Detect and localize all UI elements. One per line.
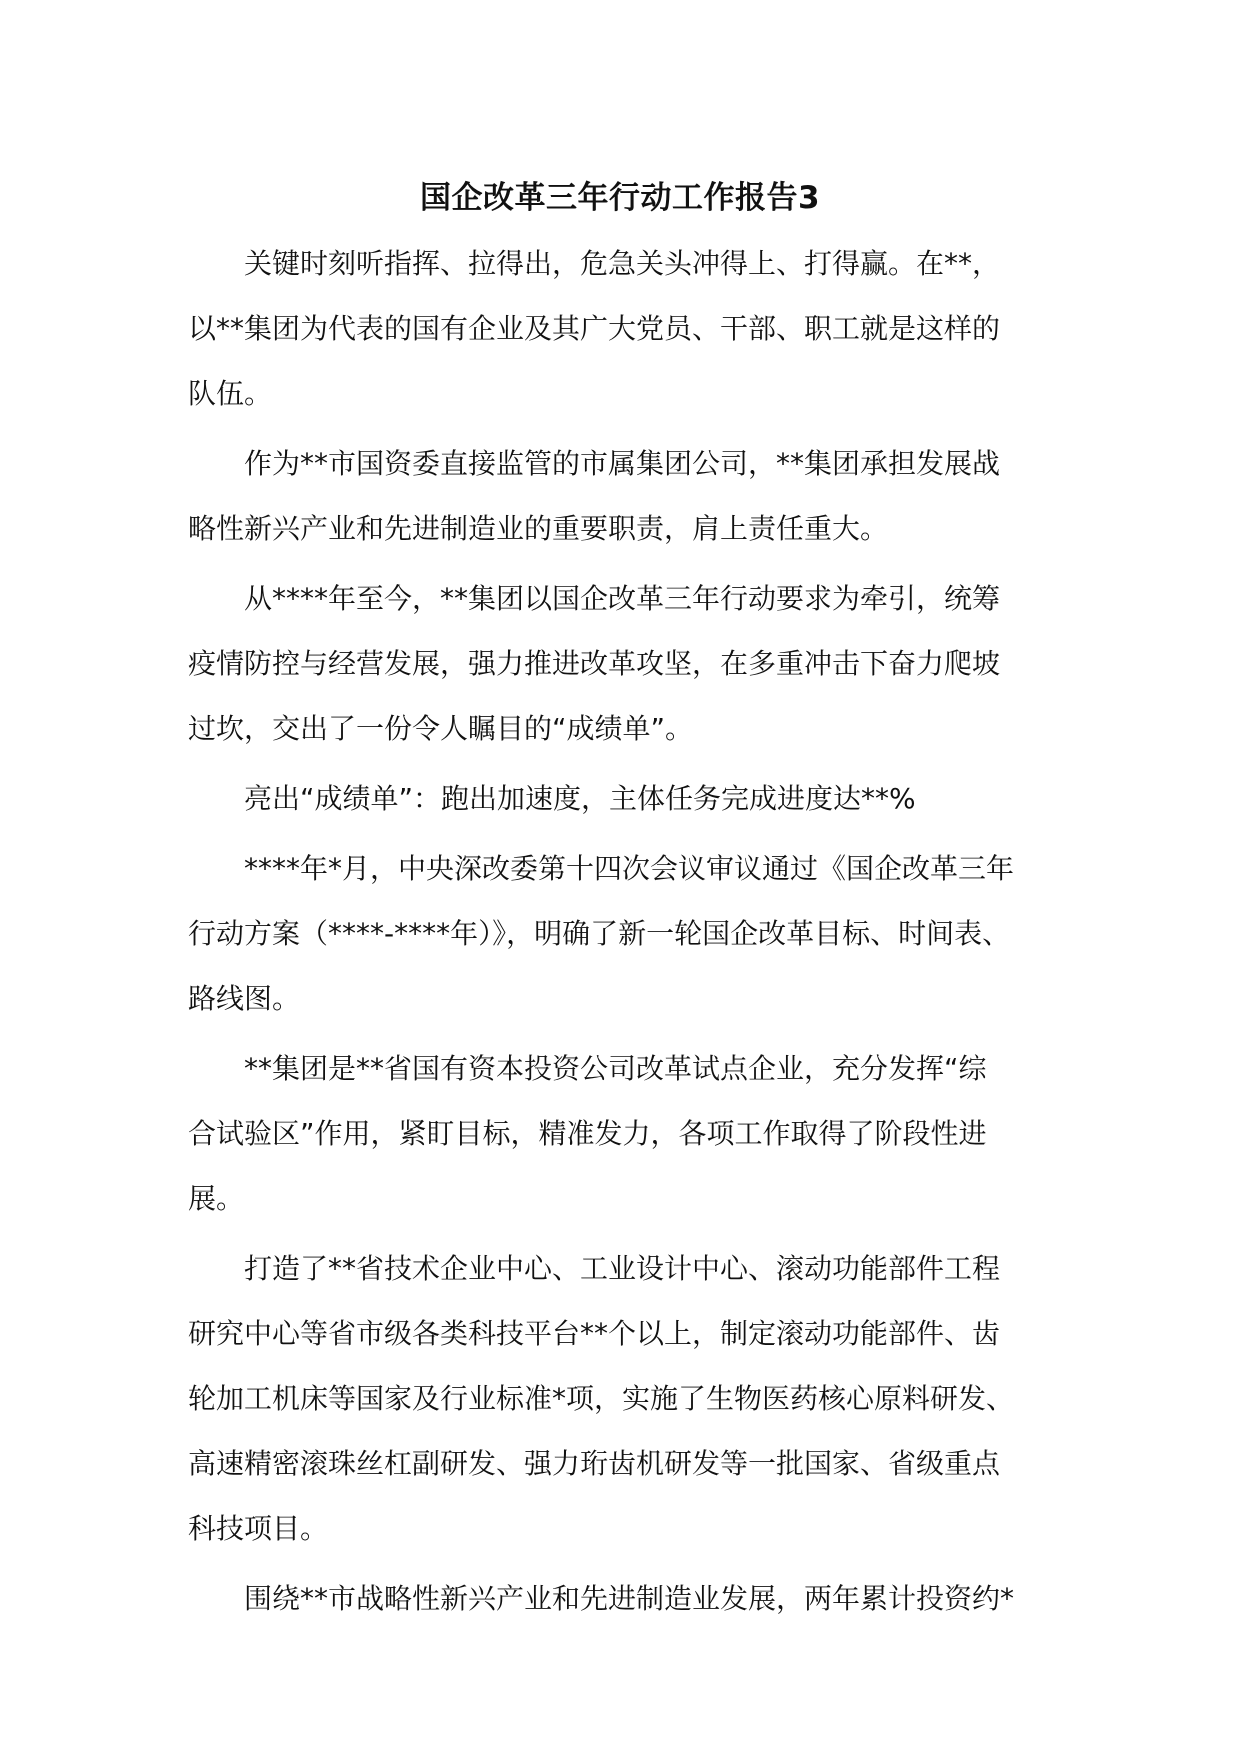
text-line: 行动方案（****-****年）》，明确了新一轮国企改革目标、时间表、 [188,917,1011,950]
document-title: 国企改革三年行动工作报告3 [419,180,821,216]
text-line: 展。 [188,1182,245,1215]
text-line: 作为**市国资委直接监管的市属集团公司，**集团承担发展战 [244,447,1001,480]
text-line: 合试验区”作用，紧盯目标，精准发力，各项工作取得了阶段性进 [188,1117,987,1150]
text-line: 亮出“成绩单”：跑出加速度，主体任务完成进度达**% [244,782,916,815]
text-line: 过坎，交出了一份令人瞩目的“成绩单”。 [188,712,694,745]
paragraph-7 [188,1236,1068,1561]
text-line: 疫情防控与经营发展，强力推进改革攻坚，在多重冲击下奋力爬坡 [188,647,1001,680]
document-body [188,231,1068,1636]
text-line: 高速精密滚珠丝杠副研发、强力珩齿机研发等一批国家、省级重点 [188,1447,1001,1480]
text-line: 轮加工机床等国家及行业标准*项，实施了生物医药核心原料研发、 [188,1382,1015,1415]
text-line: 队伍。 [188,377,273,410]
text-line: 略性新兴产业和先进制造业的重要职责，肩上责任重大。 [188,512,889,545]
text-line: 路线图。 [188,982,301,1015]
text-line: 研究中心等省市级各类科技平台**个以上，制定滚动功能部件、齿 [188,1317,1001,1350]
text-line: 关键时刻听指挥、拉得出，危急关头冲得上、打得赢。在**， [244,247,1001,280]
paragraph-3 [188,566,1068,761]
paragraph-1 [188,231,1068,426]
text-line: ****年*月，中央深改委第十四次会议审议通过《国企改革三年 [244,852,1015,885]
text-line: 围绕**市战略性新兴产业和先进制造业发展，两年累计投资约* [244,1582,1015,1615]
paragraph-6 [188,1036,1068,1231]
paragraph-5 [188,836,1068,1031]
paragraph-8 [188,1566,1068,1631]
text-line: 科技项目。 [188,1512,329,1545]
text-line: 以**集团为代表的国有企业及其广大党员、干部、职工就是这样的 [188,312,1001,345]
text-line: 从****年至今，**集团以国企改革三年行动要求为牵引，统筹 [244,582,1001,615]
paragraph-2 [188,431,1068,561]
text-line: **集团是**省国有资本投资公司改革试点企业，充分发挥“综 [244,1052,987,1085]
text-line: 打造了**省技术企业中心、工业设计中心、滚动功能部件工程 [244,1252,1001,1285]
paragraph-4 [188,766,1068,831]
